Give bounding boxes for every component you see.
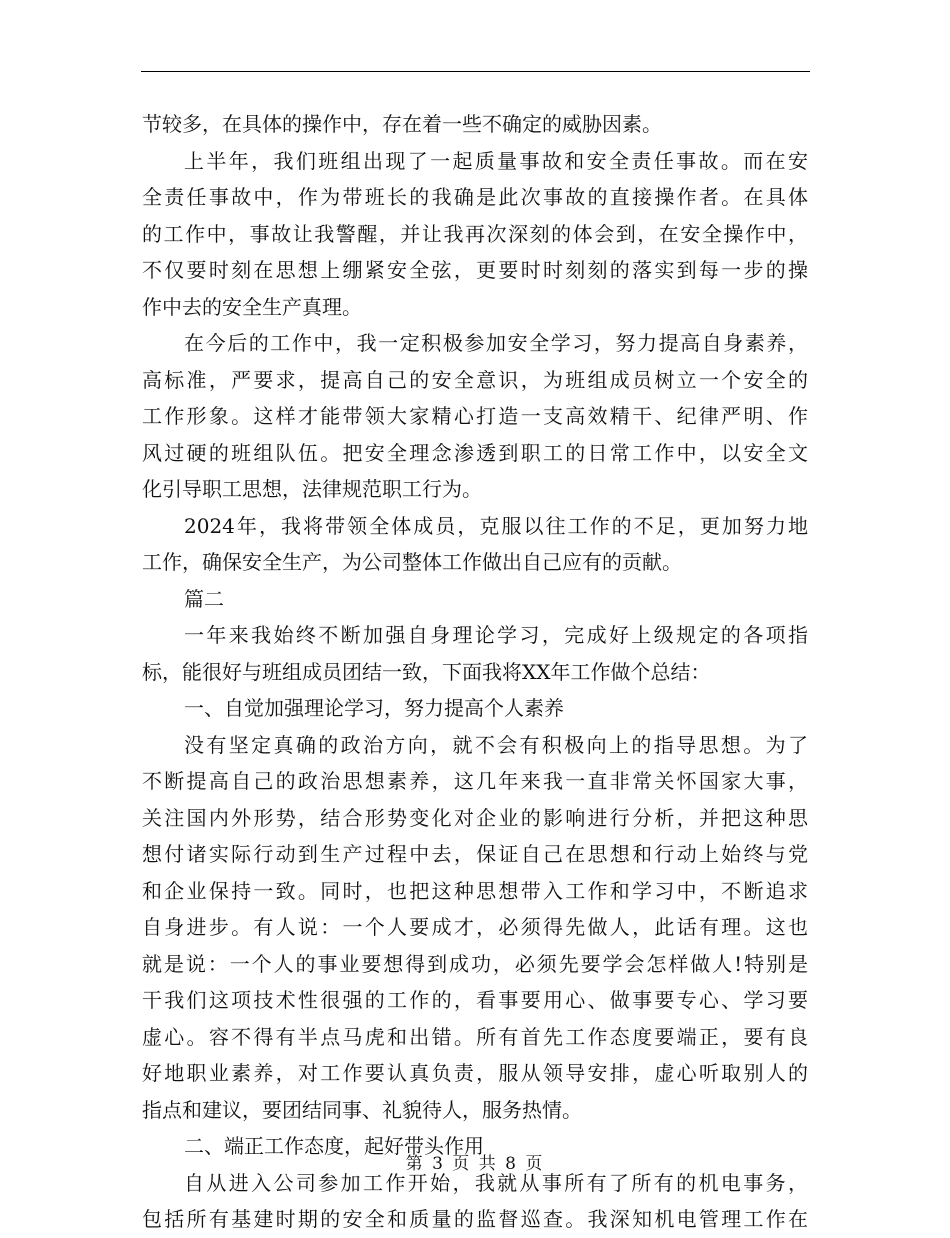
text-line: 自身进步。有人说：一个人要成才，必须得先做人，此话有理。这也	[142, 915, 808, 939]
text-line: 不断提高自己的政治思想素养，这几年来我一直非常关怀国家大事，	[142, 769, 808, 793]
text-line: 好地职业素养，对工作要认真负责，服从领导安排，虚心听取别人的	[142, 1061, 808, 1085]
page-footer: 第 3 页 共 8 页	[405, 1154, 545, 1174]
text-line: 干我们这项技术性很强的工作的，看事要用心、做事要专心、学习要	[142, 988, 808, 1012]
text-line: 上半年，我们班组出现了一起质量事故和安全责任事故。而在安	[184, 148, 808, 173]
text-line: 自从进入公司参加工作开始，我就从事所有了所有的机电事务，	[184, 1170, 808, 1195]
text-line: 的工作中，事故让我警醒，并让我再次深刻的体会到，在安全操作中，	[142, 221, 808, 246]
text-line: 全责任事故中，作为带班长的我确是此次事故的直接操作者。在具体	[142, 185, 808, 209]
header-rule	[141, 71, 810, 72]
text-line: 化引导职工思想，法律规范职工行为。	[142, 477, 482, 501]
text-line: 二、端正工作态度，起好带头作用	[184, 1134, 484, 1158]
text-line: 在今后的工作中，我一定积极参加安全学习，努力提高自身素养，	[184, 331, 808, 355]
text-line: 标，能很好与班组成员团结一致，下面我将XX年工作做个总结：	[142, 659, 711, 684]
text-line: 关注国内外形势，结合形势变化对企业的影响进行分析，并把这种思	[142, 805, 808, 830]
text-line: 指点和建议，要团结同事、礼貌待人，服务热情。	[142, 1097, 582, 1122]
text-line: 没有坚定真确的政治方向，就不会有积极向上的指导思想。为了	[184, 732, 808, 757]
text-line: 虚心。容不得有半点马虎和出错。所有首先工作态度要端正，要有良	[142, 1024, 808, 1049]
text-line: 和企业保持一致。同时，也把这种思想带入工作和学习中，不断追求	[142, 878, 808, 903]
text-line: 不仅要时刻在思想上绷紧安全弦，更要时时刻刻的落实到每一步的操	[142, 258, 808, 282]
text-line: 高标准，严要求，提高自己的安全意识，为班组成员树立一个安全的	[142, 367, 808, 392]
text-line: 包括所有基建时期的安全和质量的监督巡查。我深知机电管理工作在	[142, 1207, 808, 1231]
text-line: 风过硬的班组队伍。把安全理念渗透到职工的日常工作中，以安全文	[142, 440, 808, 465]
text-line: 想付诸实际行动到生产过程中去，保证自己在思想和行动上始终与党	[142, 842, 808, 866]
text-line: 2024年，我将带领全体成员，克服以往工作的不足，更加努力地	[184, 513, 808, 538]
text-line: 工作，确保安全生产，为公司整体工作做出自己应有的贡献。	[142, 550, 682, 574]
text-line: 篇二	[184, 586, 224, 611]
text-line: 就是说：一个人的事业要想得到成功，必须先要学会怎样做人!特别是	[142, 951, 808, 976]
text-line: 一、自觉加强理论学习，努力提高个人素养	[184, 696, 564, 720]
text-line: 作中去的安全生产真理。	[142, 294, 362, 319]
document-body	[142, 106, 808, 1238]
text-line: 工作形象。这样才能带领大家精心打造一支高效精干、纪律严明、作	[142, 404, 808, 428]
text-line: 节较多，在具体的操作中，存在着一些不确定的威胁因素。	[142, 112, 662, 136]
text-line: 一年来我始终不断加强自身理论学习，完成好上级规定的各项指	[184, 623, 808, 647]
